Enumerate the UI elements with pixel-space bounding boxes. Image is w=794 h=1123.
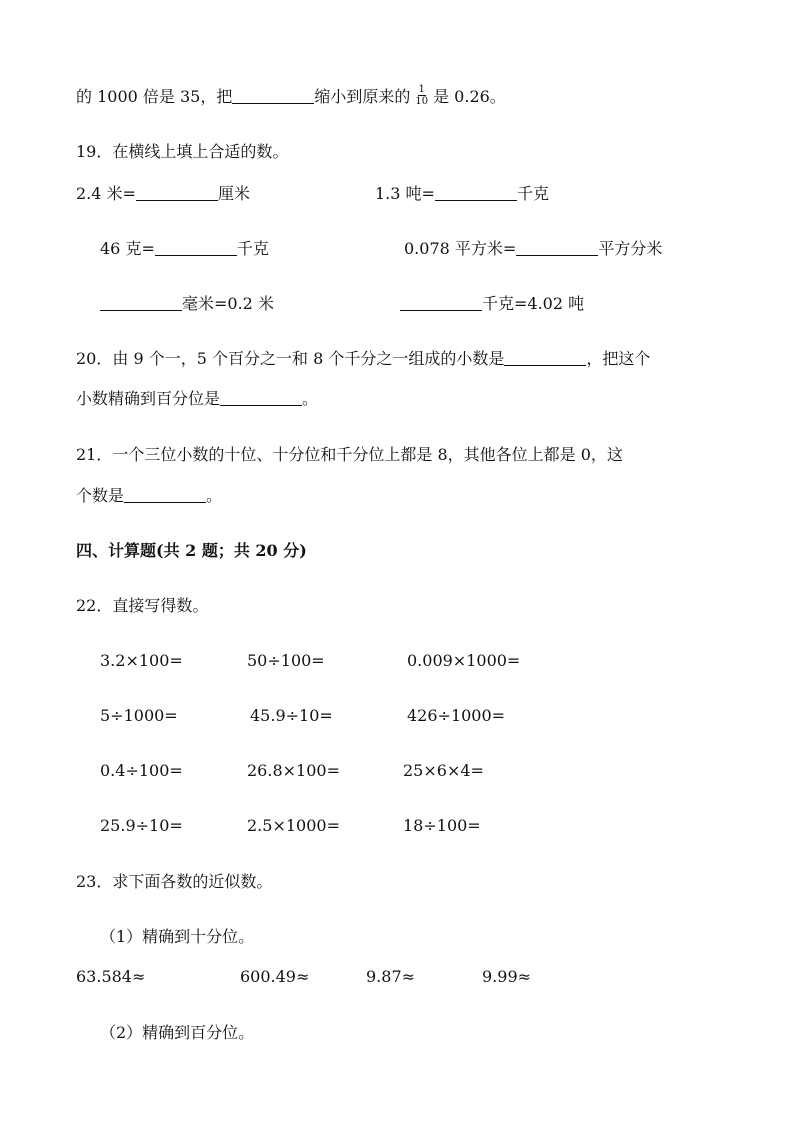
calc-item: 25.9÷10= <box>100 816 183 835</box>
fraction-one-tenth <box>414 84 429 107</box>
answer-blank[interactable] <box>516 239 598 256</box>
calc-item: 45.9÷10= <box>250 706 333 725</box>
answer-blank[interactable] <box>155 239 237 256</box>
q20-text-a: 20．由 9 个一，5 个百分之一和 8 个千分之一组成的小数是 <box>76 349 505 368</box>
answer-blank[interactable] <box>435 184 517 201</box>
question-23-title: 23．求下面各数的近似数。 <box>76 872 273 891</box>
approx-item: 63.584≈ <box>76 967 146 986</box>
calc-item: 18÷100= <box>403 816 481 835</box>
q19-item-2-prefix: 1.3 吨= <box>375 184 435 203</box>
question-22-title: 22．直接写得数。 <box>76 596 209 615</box>
answer-blank[interactable] <box>100 294 182 311</box>
q21-text-a: 个数是 <box>76 486 125 505</box>
q20-text-b: ，把这个 <box>586 349 651 368</box>
q19-item-1 <box>76 183 250 205</box>
question-21-line-2 <box>76 485 222 507</box>
calc-item: 2.5×1000= <box>247 816 340 835</box>
q20-text-d: 。 <box>302 389 319 408</box>
q19-item-6 <box>400 293 584 315</box>
q19-item-3-prefix: 46 克= <box>100 239 155 258</box>
calc-item: 25×6×4= <box>403 761 484 780</box>
answer-blank[interactable] <box>504 349 586 366</box>
q21-text-b: 。 <box>206 486 223 505</box>
q19-item-4-prefix: 0.078 平方米= <box>404 239 517 258</box>
calc-item: 3.2×100= <box>100 651 183 670</box>
q19-item-1-prefix: 2.4 米= <box>76 184 136 203</box>
question-18-tail <box>76 86 506 109</box>
q19-item-2 <box>375 183 549 205</box>
answer-blank[interactable] <box>136 184 218 201</box>
q23-subquestion-1: （1）精确到十分位。 <box>100 927 255 946</box>
calc-item: 5÷1000= <box>100 706 178 725</box>
q19-item-3 <box>100 238 269 260</box>
q19-item-3-unit: 千克 <box>236 239 269 258</box>
section-4-heading: 四、计算题(共 2 题；共 20 分) <box>76 541 307 560</box>
question-20-line-1 <box>76 348 650 370</box>
q20-text-c: 小数精确到百分位是 <box>76 389 221 408</box>
q19-item-6-text: 千克=4.02 吨 <box>482 294 585 313</box>
approx-item: 600.49≈ <box>240 967 310 986</box>
calc-item: 426÷1000= <box>407 706 506 725</box>
q19-item-1-unit: 厘米 <box>217 184 250 203</box>
calc-item: 0.009×1000= <box>407 651 521 670</box>
q18-text-c: 是 0.26。 <box>433 87 506 106</box>
answer-blank[interactable] <box>400 294 482 311</box>
approx-item: 9.87≈ <box>366 967 416 986</box>
q23-subquestion-2: （2）精确到百分位。 <box>100 1023 255 1042</box>
answer-blank[interactable] <box>220 389 302 406</box>
fraction-numerator: 1 <box>418 84 425 95</box>
fraction-denominator: 10 <box>415 96 429 107</box>
answer-blank[interactable] <box>232 87 314 104</box>
q19-item-2-unit: 千克 <box>516 184 549 203</box>
answer-blank[interactable] <box>124 486 206 503</box>
question-19-title: 19．在横线上填上合适的数。 <box>76 142 289 161</box>
approx-item: 9.99≈ <box>482 967 532 986</box>
q19-item-5 <box>100 293 274 315</box>
calc-item: 0.4÷100= <box>100 761 183 780</box>
q19-item-5-text: 毫米=0.2 米 <box>182 294 274 313</box>
q19-item-4-unit: 平方分米 <box>598 239 663 258</box>
q18-text-b: 缩小到原来的 <box>314 87 411 106</box>
q18-text-a: 的 1000 倍是 35，把 <box>76 87 233 106</box>
calc-item: 26.8×100= <box>247 761 340 780</box>
calc-item: 50÷100= <box>247 651 325 670</box>
question-20-line-2 <box>76 388 318 410</box>
question-21-line-1: 21．一个三位小数的十位、十分位和千分位上都是 8，其他各位上都是 0，这 <box>76 445 623 464</box>
q19-item-4 <box>404 238 662 260</box>
